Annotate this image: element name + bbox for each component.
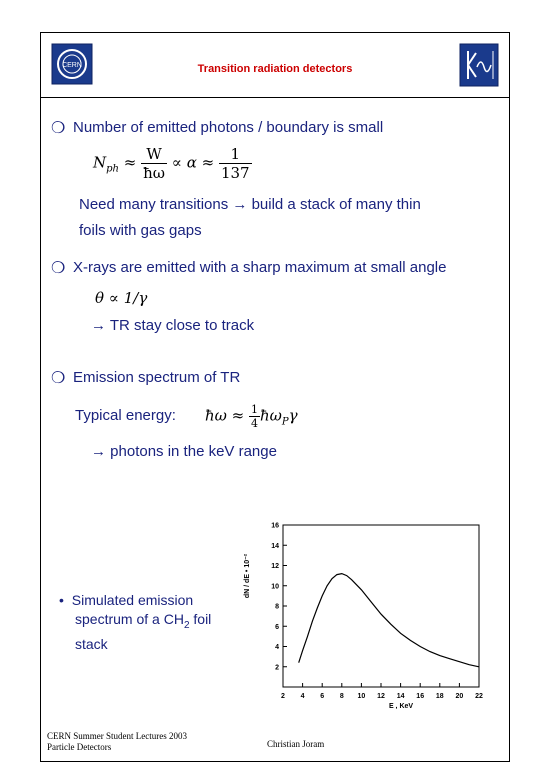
x-axis-label: E , KeV bbox=[388, 703, 414, 709]
caption-line2: spectrum of a $CH_2$ foil bbox=[75, 611, 212, 631]
bullet-3-marker: ❍ bbox=[51, 370, 66, 387]
x-tick-label: 8 bbox=[339, 693, 344, 700]
y-tick-label: 10 bbox=[271, 583, 279, 591]
y-tick-label: 14 bbox=[271, 542, 279, 550]
tr-spectrum-chart bbox=[231, 515, 493, 709]
nph-symbol: N bbox=[93, 153, 107, 172]
bullet-1-text: Number of emitted photons / boundary is small bbox=[73, 119, 384, 136]
slide-header bbox=[41, 33, 509, 98]
x-tick-label: 4 bbox=[300, 693, 305, 700]
x-tick-label: 20 bbox=[455, 693, 464, 700]
quarter-num: 1 bbox=[251, 403, 259, 416]
y-tick-label: 12 bbox=[271, 563, 279, 570]
w-over-hw bbox=[141, 145, 167, 182]
one-num: 1 bbox=[219, 145, 252, 164]
quarter-den: 4 bbox=[251, 417, 259, 430]
x-tick-label: 6 bbox=[320, 693, 325, 700]
nph-subscript: ph bbox=[106, 163, 119, 175]
one-over-137 bbox=[219, 145, 252, 182]
nph-formula bbox=[93, 145, 252, 182]
typical-energy-label: Typical energy: bbox=[75, 407, 176, 424]
energy-formula bbox=[205, 403, 298, 430]
x-tick-label: 2 bbox=[281, 693, 285, 700]
y-tick-label: 2 bbox=[275, 664, 279, 672]
w-num: W bbox=[141, 145, 167, 164]
y-tick-label: 8 bbox=[275, 603, 279, 611]
y-tick-label: 4 bbox=[275, 644, 279, 651]
y-axis-label: dN / dE • 10⁻² bbox=[244, 553, 251, 599]
d137-den: 137 bbox=[220, 164, 250, 182]
hw-lhs: ħω ≈ bbox=[205, 406, 245, 425]
y-tick-label: 6 bbox=[275, 623, 279, 631]
theta-formula: θ ∝ 1/γ bbox=[95, 289, 148, 307]
caption-bullet: • bbox=[59, 592, 64, 608]
bullet-3-text: Emission spectrum of TR bbox=[73, 369, 241, 386]
x-tick-label: 14 bbox=[396, 693, 405, 700]
spectrum-line bbox=[299, 574, 479, 667]
x-tick-label: 18 bbox=[435, 693, 444, 700]
approx-symbol: ≈ bbox=[123, 153, 137, 172]
caption-line1: Simulated emission bbox=[71, 592, 194, 608]
footer-left-line1: CERN Summer Student Lectures 2003 bbox=[47, 731, 187, 741]
page-title: Transition radiation detectors bbox=[197, 63, 353, 75]
y-tick-label: 16 bbox=[271, 522, 279, 530]
footer-left-line2: Particle Detectors bbox=[47, 742, 112, 752]
footer-left bbox=[47, 731, 187, 753]
x-tick-label: 10 bbox=[357, 693, 366, 700]
bullet-2-note: → TR stay close to track bbox=[91, 317, 255, 334]
x-tick-label: 16 bbox=[416, 693, 425, 700]
footer-author: Christian Joram bbox=[267, 739, 325, 749]
bullet-2-text: X-rays are emitted with a sharp maximum at small angle bbox=[73, 259, 447, 276]
bullet-1-note-line2: foils with gas gaps bbox=[79, 222, 202, 239]
bullet-1-note-line1: Need many transitions → build a stack of many thin bbox=[79, 196, 421, 213]
quarter bbox=[249, 403, 260, 430]
figure-caption bbox=[59, 591, 211, 654]
caption-line3: stack bbox=[75, 635, 108, 652]
gamma-symbol: γ bbox=[288, 406, 298, 425]
bullet-3-note: → photons in the keV range bbox=[91, 443, 277, 460]
hw-rhs: ħω bbox=[260, 406, 282, 425]
experiment-logo-icon bbox=[459, 43, 499, 87]
bullet-2-marker: ❍ bbox=[51, 260, 66, 277]
hw-den: ħω bbox=[143, 164, 166, 182]
cern-logo-text: CERN bbox=[62, 62, 82, 69]
bullet-1-marker: ❍ bbox=[51, 120, 66, 137]
x-tick-label: 12 bbox=[377, 693, 385, 700]
prop-alpha: ∝ α ≈ bbox=[171, 153, 215, 172]
plasma-subscript: P bbox=[281, 416, 289, 428]
plot-area-frame bbox=[283, 525, 479, 687]
x-tick-label: 22 bbox=[475, 693, 483, 700]
slide-frame bbox=[40, 32, 510, 762]
